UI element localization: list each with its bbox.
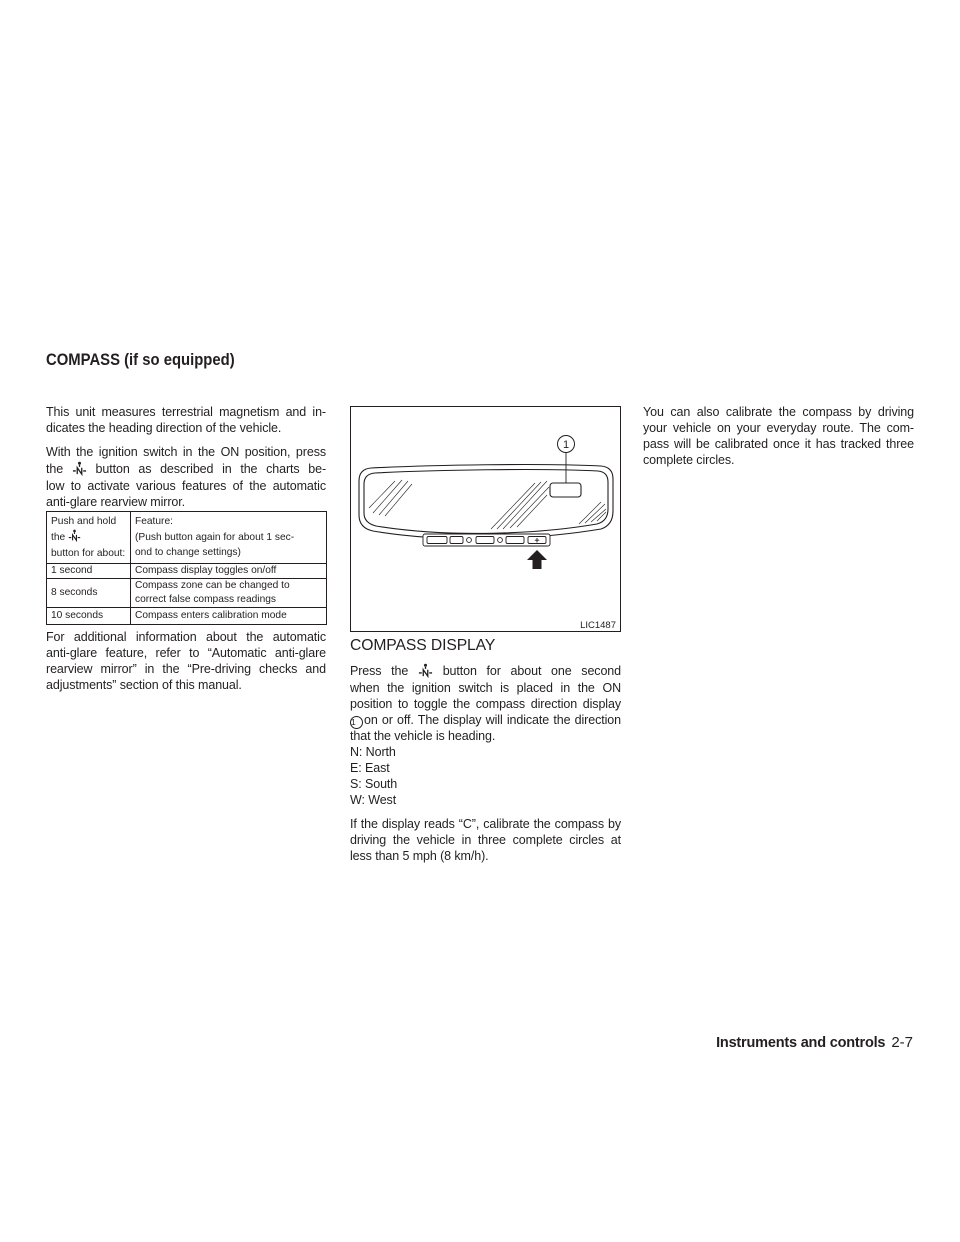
chapter-title: Instruments and controls <box>716 1035 886 1051</box>
table-header-row <box>47 512 327 564</box>
paragraph-line: when the ignition switch is placed in the ON <box>350 681 621 695</box>
route-calibration-paragraph <box>643 404 914 468</box>
list-item: N: North <box>350 745 396 759</box>
paragraph-line <box>46 460 326 478</box>
header-line <box>51 529 126 546</box>
paragraph-line: dicates the heading direction of the vehicle. <box>46 421 282 435</box>
paragraph-line: adjustments” section of this manual. <box>46 678 242 692</box>
paragraph-line: driving the vehicle in three complete circles at <box>350 833 621 847</box>
header-line: button for about: <box>51 547 126 559</box>
paragraph-line: complete circles. <box>643 453 735 467</box>
cell-line: Compass enters calibration mode <box>135 610 287 621</box>
table-row <box>47 579 327 608</box>
table-header-duration <box>47 512 131 564</box>
compass-display-heading: COMPASS DISPLAY <box>350 637 496 654</box>
paragraph-line: pass will be calibrated once it has tracked three <box>643 437 914 451</box>
list-item: E: East <box>350 761 390 775</box>
page-number: 2-7 <box>891 1034 913 1051</box>
header-text: the <box>51 532 66 544</box>
line-text: button for about one second <box>442 664 622 678</box>
page-footer <box>716 1034 913 1052</box>
line-text: the <box>46 462 64 476</box>
callout-number: 1 <box>562 439 570 451</box>
line-text: button as described in the charts be- <box>95 462 327 476</box>
reference-paragraph <box>46 629 326 693</box>
compass-display-window <box>550 483 581 497</box>
paragraph-line: less than 5 mph (8 km/h). <box>350 849 489 863</box>
paragraph-line: your vehicle on your everyday route. The com- <box>643 421 914 435</box>
duration-cell: 10 seconds <box>47 608 131 625</box>
paragraph-line: low to activate various features of the automatic <box>46 479 326 493</box>
compass-display-paragraph <box>350 662 621 744</box>
paragraph-line: For additional information about the automatic <box>46 630 326 644</box>
paragraph-line: that the vehicle is heading. <box>350 729 496 743</box>
mirror-button-strip <box>423 534 550 546</box>
cell-line: Compass display toggles on/off <box>135 565 277 576</box>
list-item: W: West <box>350 793 397 807</box>
paragraph-line: rearview mirror” in the “Pre-driving checks and <box>46 662 326 676</box>
paragraph-line: anti-glare rearview mirror. <box>46 495 186 509</box>
compass-button-icon <box>418 663 433 678</box>
header-line: (Push button again for about 1 sec- <box>135 531 295 543</box>
duration-cell: 1 second <box>47 564 131 579</box>
mirror-inner-glass <box>364 470 608 534</box>
table-row <box>47 564 327 579</box>
figure-code: LIC1487 <box>580 620 616 631</box>
compass-button-icon <box>72 461 87 476</box>
paragraph-line: With the ignition switch in the ON position, press <box>46 445 326 459</box>
line-text: on or off. The display will indicate the direction <box>364 713 621 727</box>
rearview-mirror-illustration <box>351 407 620 631</box>
table-header-feature <box>131 512 327 564</box>
section-title: COMPASS (if so equipped) <box>46 351 235 369</box>
line-text: Press the <box>350 664 409 678</box>
cell-line: Compass zone can be changed to <box>135 580 290 591</box>
feature-cell <box>131 579 327 608</box>
list-item: S: South <box>350 777 398 791</box>
header-line: Push and hold <box>51 515 117 527</box>
up-arrow-icon <box>527 550 547 569</box>
feature-table <box>46 511 327 625</box>
paragraph-line <box>350 662 621 680</box>
paragraph-line: This unit measures terrestrial magnetism and in- <box>46 405 326 419</box>
cell-line: correct false compass readings <box>135 594 276 605</box>
paragraph-line: If the display reads “C”, calibrate the compass by <box>350 817 621 831</box>
mirror-figure <box>350 406 621 632</box>
header-line: Feature: <box>135 516 173 528</box>
calibration-paragraph <box>350 816 621 864</box>
paragraph-line: position to toggle the compass direction display <box>350 697 621 711</box>
usage-paragraph <box>46 444 326 510</box>
direction-list <box>350 744 621 808</box>
paragraph-line <box>350 712 621 728</box>
paragraph-line: anti-glare feature, refer to “Automatic anti-glare <box>46 646 326 660</box>
paragraph-line: You can also calibrate the compass by driving <box>643 405 914 419</box>
feature-cell <box>131 608 327 625</box>
header-line: ond to change settings) <box>135 547 241 559</box>
intro-paragraph <box>46 404 326 436</box>
duration-cell: 8 seconds <box>47 579 131 608</box>
table-row <box>47 608 327 625</box>
compass-button-icon <box>68 529 81 542</box>
circled-number-callout: 1 <box>350 716 363 729</box>
feature-cell <box>131 564 327 579</box>
